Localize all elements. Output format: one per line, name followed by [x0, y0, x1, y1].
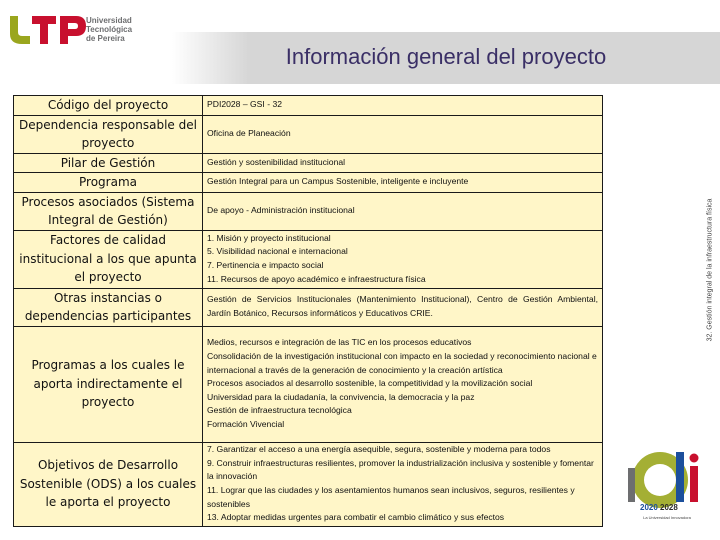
row-label: Factores de calidad institucional a los que apunta el proyecto: [14, 230, 203, 288]
pdi-p-stem: [628, 468, 635, 502]
row-value: Medios, recursos e integración de las TIC en los procesos educativos Consolidación de la investigación institucional con impacto en la sociedad y reconocimiento nacional e internacional a través de la generación de conocimiento y la creación artística Procesos asociados al desarrollo sostenible, la competitividad y la movilización social Universidad para la ciudadanía, la convivencia, la democracia y la paz Gestión de infraestructura tecnológica Formación Vivencial: [203, 326, 603, 442]
side-program-label: 32. Gestión integral de la infraestructura física: [706, 198, 714, 342]
pdi-circle-inner: [644, 464, 676, 496]
row-value: PDI2028 – GSI - 32: [203, 96, 603, 116]
table-row: [14, 442, 603, 526]
utp-institution-name: Universidad Tecnológica de Pereira: [86, 16, 133, 43]
utp-logo: [6, 10, 156, 50]
row-label: Procesos asociados (Sistema Integral de Gestión): [14, 192, 203, 230]
utp-t-shape: [32, 16, 56, 44]
row-label: Dependencia responsable del proyecto: [14, 115, 203, 153]
title-band: [172, 32, 720, 84]
row-value: Oficina de Planeación: [203, 115, 603, 153]
table-row: [14, 115, 603, 153]
utp-p-shape: [60, 16, 86, 44]
row-label: Programa: [14, 173, 203, 193]
pdi-years: [640, 503, 678, 512]
row-label: Otras instancias o dependencias participantes: [14, 288, 203, 326]
table-row: [14, 326, 603, 442]
row-value: De apoyo - Administración institucional: [203, 192, 603, 230]
table-row: [14, 96, 603, 116]
row-value: Gestión de Servicios Institucionales (Mantenimiento Institucional), Centro de Gestión Ambiental, Jardín Botánico, Recursos informáticos y Educativos CRIE.: [203, 288, 603, 326]
row-label: Programas a los cuales le aporta indirectamente el proyecto: [14, 326, 203, 442]
table-row: [14, 192, 603, 230]
pdi-tagline: La Universidad Innovadora: [643, 515, 691, 520]
row-value: Gestión y sostenibilidad institucional: [203, 153, 603, 173]
row-label: Objetivos de Desarrollo Sostenible (ODS) a los cuales le aporta el proyecto: [14, 442, 203, 526]
utp-u-shape: [10, 16, 30, 44]
pdi-year-start: 2020: [640, 503, 658, 512]
pdi-i-bar: [690, 466, 698, 502]
table-row: [14, 173, 603, 193]
row-value: 1. Misión y proyecto institucional 5. Visibilidad nacional e internacional 7. Pertinencia e impacto social 11. Recursos de apoyo académico e infraestructura física: [203, 230, 603, 288]
row-label: Código del proyecto: [14, 96, 203, 116]
row-value: 7. Garantizar el acceso a una energía asequible, segura, sostenible y moderna para todos 9. Construir infraestructuras resilientes, promover la industrialización inclusiva y sostenible y fomentar la innovación 11. Lograr que las ciudades y los asentamientos humanos sean inclusivos, seguros, resilientes y sostenibles 13. Adoptar medidas urgentes para combatir el cambio climático y sus efectos: [203, 442, 603, 526]
pdi-i-dot: [690, 454, 699, 463]
project-info-table: [13, 95, 603, 527]
pdi-year-end: 2028: [660, 503, 678, 512]
page-title: Información general del proyecto: [285, 44, 607, 69]
table-row: [14, 153, 603, 173]
row-value: Gestión Integral para un Campus Sostenible, inteligente e incluyente: [203, 173, 603, 193]
table-row: [14, 230, 603, 288]
row-label: Pilar de Gestión: [14, 153, 203, 173]
table-row: [14, 288, 603, 326]
pdi-stem: [676, 452, 684, 502]
